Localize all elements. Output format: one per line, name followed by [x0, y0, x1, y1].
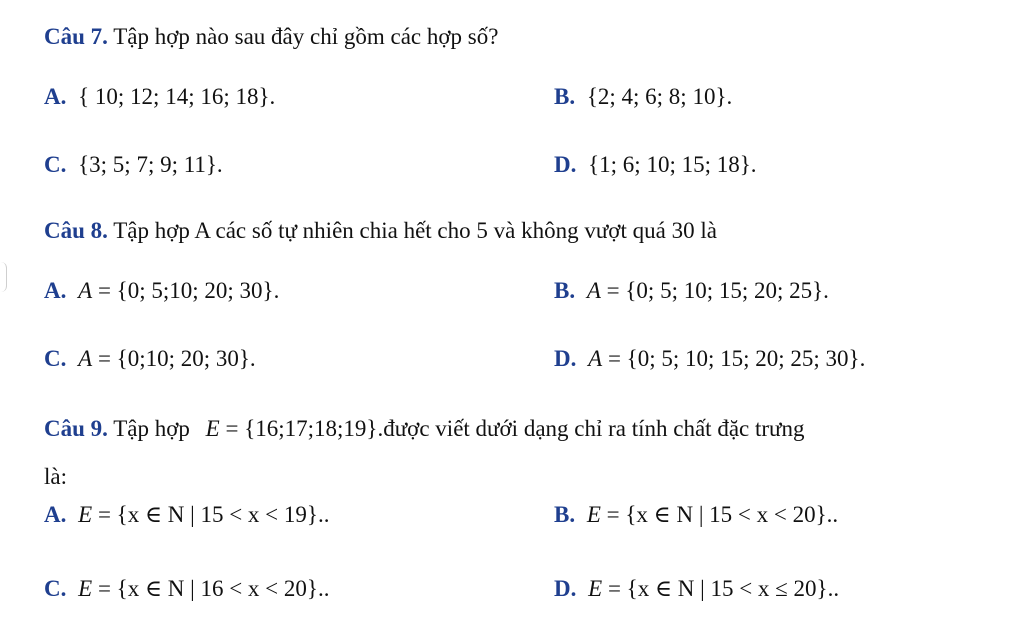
question-8-option-c[interactable]	[44, 344, 256, 374]
option-letter: A.	[44, 278, 67, 303]
question-7	[44, 22, 498, 52]
option-eq: =	[602, 576, 627, 601]
option-eq: =	[92, 502, 117, 527]
option-value: {x ∈ N | 15 < x ≤ 20}	[626, 576, 828, 601]
question-9-text-line2: là:	[44, 464, 67, 489]
option-letter: A.	[44, 502, 67, 527]
option-end: .	[726, 84, 733, 109]
option-lhs: A	[78, 278, 93, 303]
option-end: .	[750, 152, 757, 177]
question-9-text-before: Tập hợp	[113, 416, 190, 441]
option-end: ..	[826, 502, 839, 527]
option-end: .	[273, 278, 280, 303]
question-8-option-b[interactable]	[554, 276, 829, 306]
option-end: ..	[827, 576, 840, 601]
question-7-option-d[interactable]	[554, 150, 757, 180]
option-value: { 10; 12; 14; 16; 18}	[78, 84, 270, 109]
question-9	[44, 414, 805, 444]
question-7-option-c[interactable]	[44, 150, 223, 180]
option-end: .	[269, 84, 276, 109]
option-eq: =	[92, 576, 117, 601]
option-value: {1; 6; 10; 15; 18}	[588, 152, 751, 177]
question-8-option-d[interactable]	[554, 344, 865, 374]
option-letter: B.	[554, 278, 576, 303]
question-9-option-d[interactable]	[554, 574, 839, 604]
option-lhs: E	[588, 576, 603, 601]
option-letter: D.	[554, 152, 577, 177]
question-7-option-b[interactable]	[554, 82, 732, 112]
question-8-number: Câu 8.	[44, 218, 108, 243]
option-value: {0; 5;10; 20; 30}	[116, 278, 274, 303]
option-letter: C.	[44, 576, 67, 601]
option-eq: =	[600, 502, 626, 527]
option-end: .	[216, 152, 223, 177]
option-letter: A.	[44, 84, 67, 109]
question-9-line-2	[44, 462, 67, 492]
question-7-option-a[interactable]	[44, 82, 275, 112]
question-8-text: Tập hợp A các số tự nhiên chia hết cho 5 và không vượt quá 30 là	[113, 218, 717, 243]
option-lhs: E	[586, 502, 601, 527]
option-end: .	[823, 278, 829, 303]
question-7-text: Tập hợp nào sau đây chỉ gồm các hợp số?	[113, 24, 499, 49]
question-7-number: Câu 7.	[44, 24, 108, 49]
option-lhs: E	[78, 502, 93, 527]
option-value: {2; 4; 6; 8; 10}	[586, 84, 727, 109]
question-9-option-a[interactable]	[44, 500, 329, 530]
option-value: {0;10; 20; 30}	[116, 346, 250, 371]
option-eq: =	[602, 346, 627, 371]
option-eq: =	[92, 346, 117, 371]
question-8	[44, 216, 717, 246]
option-value: {x ∈ N | 15 < x < 19}	[116, 502, 318, 527]
option-end: .	[859, 346, 866, 371]
option-letter: C.	[44, 152, 67, 177]
option-letter: B.	[554, 502, 576, 527]
option-end: .	[249, 346, 256, 371]
option-eq: =	[92, 278, 117, 303]
page-edge-mark	[0, 262, 7, 292]
question-9-number: Câu 9.	[44, 416, 108, 441]
question-9-text-after: .được viết dưới dạng chỉ ra tính chất đặc trưng	[377, 416, 805, 441]
option-lhs: A	[586, 278, 601, 303]
question-9-set-lhs: E	[205, 416, 220, 441]
option-lhs: A	[78, 346, 93, 371]
option-value: {x ∈ N | 15 < x < 20}	[625, 502, 827, 527]
option-letter: C.	[44, 346, 67, 371]
option-letter: B.	[554, 84, 576, 109]
option-letter: D.	[554, 576, 577, 601]
option-eq: =	[600, 278, 626, 303]
option-end: ..	[317, 576, 330, 601]
question-9-option-c[interactable]	[44, 574, 329, 604]
option-value: {0; 5; 10; 15; 20; 25; 30}	[626, 346, 860, 371]
option-value: {3; 5; 7; 9; 11}	[78, 152, 217, 177]
question-9-set-value: {16;17;18;19}	[244, 416, 378, 441]
question-8-option-a[interactable]	[44, 276, 279, 306]
option-lhs: A	[588, 346, 603, 371]
option-letter: D.	[554, 346, 577, 371]
option-lhs: E	[78, 576, 93, 601]
option-value: {x ∈ N | 16 < x < 20}	[116, 576, 318, 601]
option-end: ..	[317, 502, 330, 527]
question-9-set-eq: =	[219, 416, 245, 441]
question-9-option-b[interactable]	[554, 500, 838, 530]
option-value: {0; 5; 10; 15; 20; 25}	[625, 278, 824, 303]
